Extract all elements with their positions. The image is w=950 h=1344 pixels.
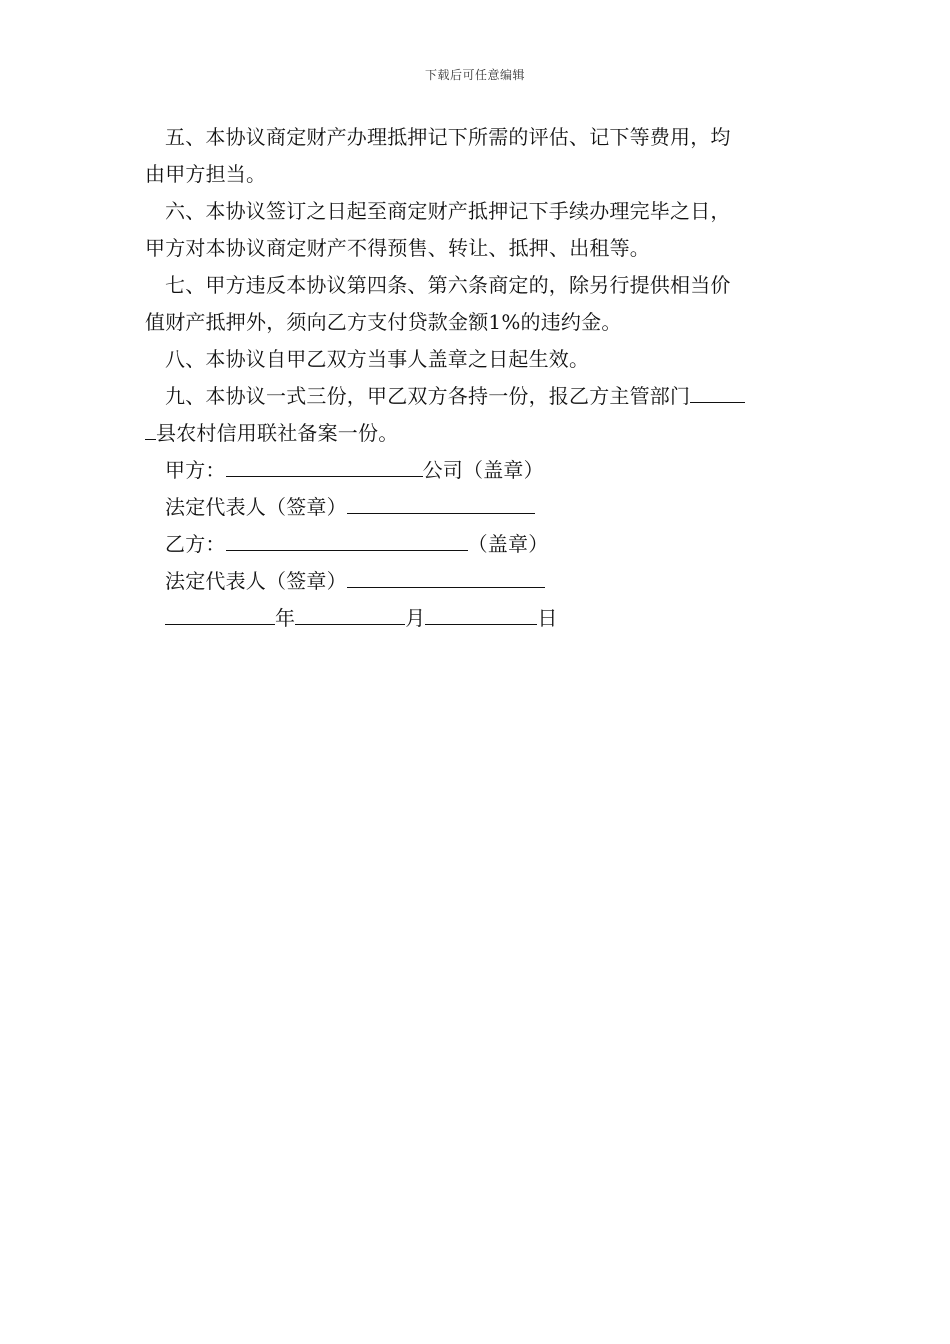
party-b-label: 乙方： [165, 532, 226, 556]
legal-rep-b-line [165, 567, 545, 595]
legal-rep-b-label: 法定代表人（签章） [165, 569, 347, 593]
clause-9-text-2: 县农村信用联社备案一份。 [156, 421, 399, 445]
legal-rep-a-line [165, 493, 535, 521]
year-label: 年 [275, 606, 296, 630]
clause-8-line-1: 八、本协议自甲乙双方当事人盖章之日起生效。 [165, 347, 590, 371]
clause-6-line-1: 六、本协议签订之日起至商定财产抵押记下手续办理完毕之日， [165, 199, 731, 223]
legal-rep-a-label: 法定代表人（签章） [165, 495, 347, 519]
day-blank[interactable] [425, 606, 537, 625]
clause-5-line-1: 五、本协议商定财产办理抵押记下所需的评估、记下等费用，均 [165, 125, 731, 149]
clause-9-text: 九、本协议一式三份，甲乙双方各持一份，报乙方主管部门 [165, 384, 691, 408]
clause-7-line-2: 值财产抵押外，须向乙方支付贷款金额1%的违约金。 [145, 310, 622, 334]
party-a-name-blank[interactable] [226, 458, 423, 477]
legal-rep-b-signature-blank[interactable] [347, 569, 545, 588]
clause-7-line-1: 七、甲方违反本协议第四条、第六条商定的，除另行提供相当价 [165, 273, 731, 297]
clause-6-line-2: 甲方对本协议商定财产不得预售、转让、抵押、出租等。 [145, 236, 650, 260]
month-label: 月 [405, 606, 426, 630]
party-b-line [165, 530, 548, 558]
party-a-line [165, 456, 544, 484]
department-blank-start[interactable] [690, 384, 745, 403]
department-blank-end[interactable] [145, 421, 156, 440]
legal-rep-a-signature-blank[interactable] [347, 495, 535, 514]
clause-5-line-2: 由甲方担当。 [145, 162, 267, 186]
day-label: 日 [537, 606, 558, 630]
page-header: 下载后可任意编辑 [424, 68, 525, 82]
month-blank[interactable] [295, 606, 405, 625]
clause-9-line-1 [165, 382, 745, 410]
year-blank[interactable] [165, 606, 275, 625]
clause-9-line-2 [145, 419, 398, 447]
party-b-suffix: （盖章） [467, 532, 549, 556]
party-a-label: 甲方： [165, 458, 226, 482]
date-line [165, 604, 558, 632]
party-a-suffix: 公司（盖章） [422, 458, 544, 482]
party-b-name-blank[interactable] [226, 532, 468, 551]
